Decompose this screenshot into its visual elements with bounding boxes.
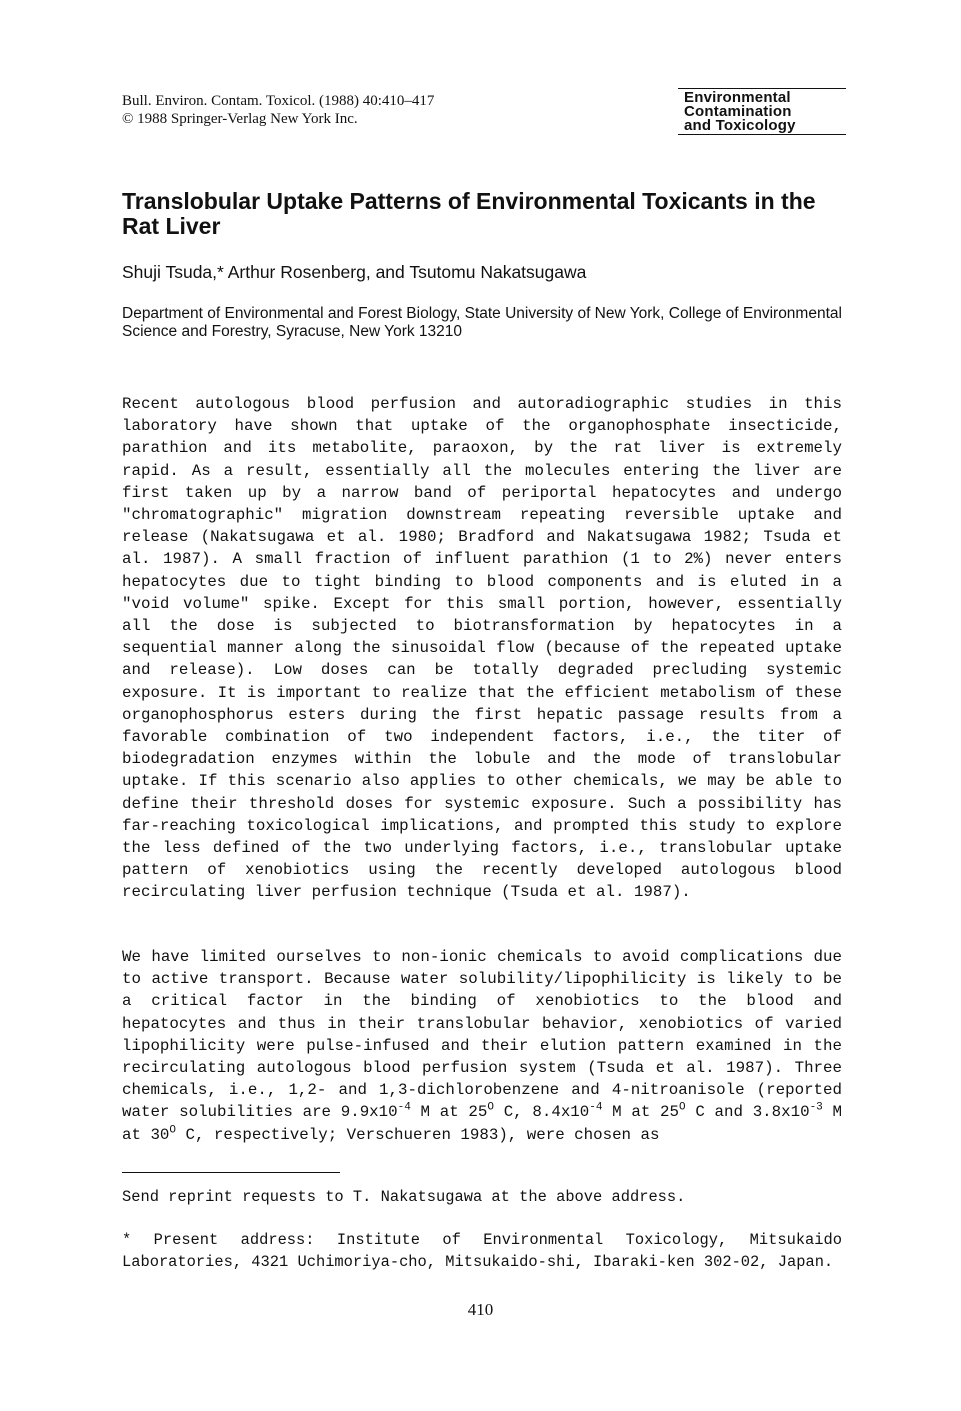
paragraph-2-text-f: M at 30	[122, 1103, 842, 1144]
degree-mark-2: O	[679, 1102, 686, 1115]
journal-logo-line-2: Contamination	[684, 103, 792, 120]
degree-mark-1: O	[487, 1102, 494, 1115]
citation-line-1: Bull. Environ. Contam. Toxicol. (1988) 40:410–417	[122, 93, 435, 109]
paragraph-2-text-a: We have limited ourselves to non-ionic chemicals to avoid complications due to active transport. Because water solubility/lipophilicity is likely to be a critical factor in the binding of xenobiotics to the blood and hepatocytes and thus in their translobular behavior, xenobiotics of varied lipophilicity were pulse-infused and their elution pattern examined in the recirculating autologous blood perfusion system (Tsuda et al. 1987). Three chemicals, i.e., 1,2- and 1,3-dichlorobenzene and 4-nitroanisole (reported water solubilities are 9.9x10	[122, 948, 842, 1122]
paragraph-2-text-g: C, respectively; Verschueren 1983), were chosen as	[176, 1125, 660, 1144]
page-number: 410	[467, 1300, 494, 1319]
journal-logo-line-1: Environmental	[684, 89, 791, 106]
footnote-divider	[122, 1172, 340, 1173]
paragraph-2-text-b: M at 25	[410, 1103, 488, 1122]
body-paragraph-1: Recent autologous blood perfusion and autoradiographic studies in this laboratory have shown that uptake of the organophosphate insecticide, parathion and its metabolite, paraoxon, by the rat liver is extremely rapid. As a result, essentially all the molecules entering the liver are first taken up by a narrow band of periportal hepatocytes and undergo "chromatographic" migration downstream repeating reversible uptake and release (Nakatsugawa et al. 1980; Bradford and Nakatsugawa 1982; Tsuda et al. 1987). A small fraction of influent parathion (1 to 2%) never enters hepatocytes due to tight binding to blood components and is eluted in a "void volume" spike. Except for this small portion, however, essentially all the dose is subjected to biotransformation by hepatocytes in a sequential manner along the sinusoidal flow (because of the repeated uptake and release). Low doses can be totally degraded precluding systemic exposure. It is important to realize that the efficient metabolism of these organophosphorus esters during the first hepatic passage results from a favorable combination of two independent factors, i.e., the titer of biodegradation enzymes within the lobule and the mode of translobular uptake. If this scenario also applies to other chemicals, we may be able to define their threshold doses for systemic exposure. Such a possibility has far-reaching toxicological implications, and prompted this study to explore the less defined of the two underlying factors, i.e., translobular uptake pattern of xenobiotics using the recently developed autologous blood recirculating liver perfusion technique (Tsuda et al. 1987).	[122, 395, 842, 902]
degree-mark-3: O	[169, 1124, 177, 1137]
exponent-2: -4	[589, 1102, 603, 1115]
citation-line-2: © 1988 Springer-Verlag New York Inc.	[122, 111, 358, 127]
footnote-present-address: * Present address: Institute of Environmental Toxicology, Mitsukaido Laboratories, 4321 Uchimoriya-cho, Mitsukaido-shi, Ibaraki-ken 302-02, Japan.	[122, 1231, 842, 1271]
author-list: Shuji Tsuda,* Arthur Rosenberg, and Tsutomu Nakatsugawa	[122, 262, 587, 282]
article-title: Translobular Uptake Patterns of Environmental Toxicants in the Rat Liver	[122, 188, 816, 239]
body-paragraph-2	[122, 946, 842, 1146]
exponent-3: -3	[809, 1102, 823, 1115]
journal-logo	[678, 88, 846, 135]
footnote-reprint: Send reprint requests to T. Nakatsugawa at the above address.	[122, 1188, 686, 1206]
journal-logo-line-3: and Toxicology	[684, 117, 796, 134]
paragraph-2-text-c: C, 8.4x10	[493, 1103, 590, 1122]
paragraph-2-text-e: C and 3.8x10	[685, 1103, 810, 1122]
author-affiliation: Department of Environmental and Forest Biology, State University of New York, College of Environmental Science and Forestry, Syracuse, New York 13210	[122, 305, 842, 340]
paragraph-2-text-d: M at 25	[602, 1103, 680, 1122]
journal-citation	[122, 92, 434, 128]
exponent-1: -4	[397, 1102, 411, 1115]
